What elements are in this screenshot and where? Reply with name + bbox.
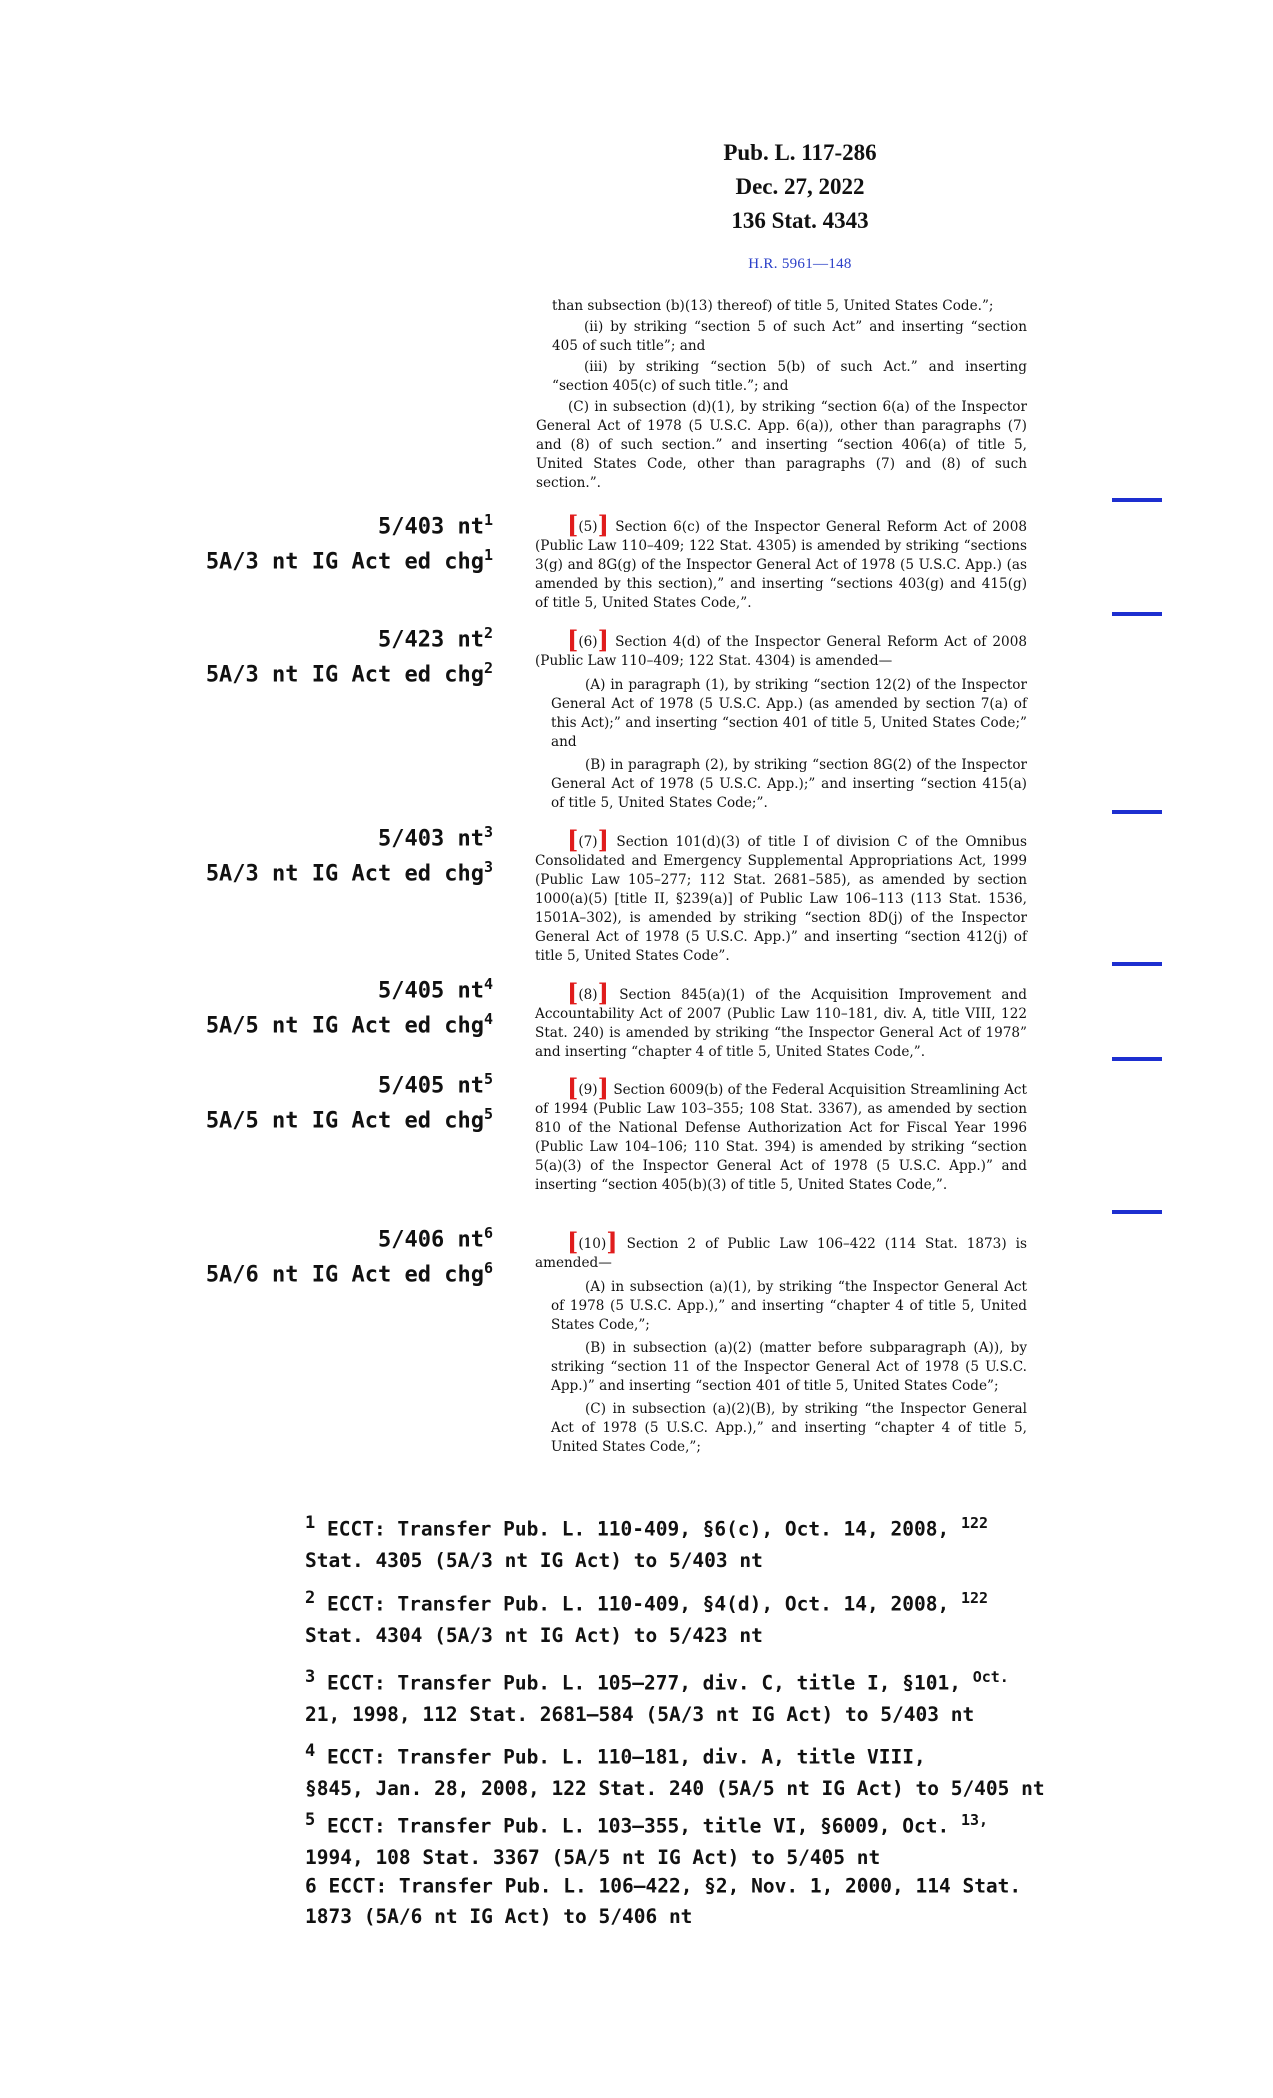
subparagraph-b: (B) in subsection (a)(2) (matter before subparagraph (A)), by striking “section 11 of the Inspector General Act of 1978 (5 U.S.C. App.)” and inserting “section 401 of title 5, United States Code”; <box>551 1340 1027 1394</box>
clause-ii: (ii) by striking “section 5 of such Act” and inserting “section 405 of such title”; and <box>552 319 1027 354</box>
change-bar-marker <box>1112 810 1162 814</box>
subparagraph-c: (C) in subsection (a)(2)(B), by striking “the Inspector General Act of 1978 (5 U.S.C. App.),” and inserting “chapter 4 of title 5, United States Code,”; <box>551 1401 1027 1455</box>
footnote: 6 ECCT: Transfer Pub. L. 106–422, §2, Nov. 1, 2000, 114 Stat. 1873 (5A/6 nt IG Act) to 5/406 nt <box>305 1874 1022 1928</box>
section-number: (8) <box>578 987 598 1003</box>
red-bracket-icon: [ <box>567 510 579 539</box>
subparagraph-a: (A) in subsection (a)(1), by striking “the Inspector General Act of 1978 (5 U.S.C. App.),” and inserting “chapter 4 of title 5, United States Code,”; <box>551 1279 1027 1333</box>
section-6 <box>535 625 1027 813</box>
margin-note: 5/423 $nt^2$ 5A/3 nt IG Act ed chg$^2$ <box>205 624 493 688</box>
red-bracket-icon: ] <box>606 1227 618 1256</box>
section-5 <box>535 510 1027 613</box>
section-text: Section 6(c) of the Inspector General Reform Act of 2008 (Public Law 110–409; 122 Stat. 4305) is amended by striking “sections 3(g) and 8G(g) of the Inspector General Act of 1978 (5 U.S.C. App.) (as amended by this section),” and inserting “sections 403(g) and 415(g) of title 5, United States Code,”. <box>535 519 1027 611</box>
red-bracket-icon: ] <box>597 978 609 1007</box>
statute-citation: 136 Stat. 4343 <box>731 208 869 233</box>
red-bracket-icon: [ <box>567 1227 579 1256</box>
change-bar-marker <box>1112 962 1162 966</box>
section-10 <box>535 1227 1027 1457</box>
footnotes <box>305 1508 1065 1938</box>
footnote: 1 ECCT: Transfer Pub. L. 110-409, §6(c), Oct. 14, 2008, $^{122}$ Stat. 4305 (5A/3 nt IG Act) to 5/403 nt <box>305 1512 989 1572</box>
red-bracket-icon: [ <box>567 978 579 1007</box>
change-bar-marker <box>1112 1210 1162 1214</box>
footnote: 3 ECCT: Transfer Pub. L. 105–277, div. C, title I, §101, $^{Oct.}$ 21, 1998, 112 Stat. 2681–584 (5A/3 nt IG Act) to 5/403 nt <box>305 1666 1009 1726</box>
footnote: 2 ECCT: Transfer Pub. L. 110-409, §4(d), Oct. 14, 2008, $^{122}$ Stat. 4304 (5A/3 nt IG Act) to 5/423 nt <box>305 1587 989 1647</box>
red-bracket-icon: ] <box>597 510 609 539</box>
red-bracket-icon: ] <box>597 625 609 654</box>
margin-note: 5/406 $nt^6$ 5A/6 nt IG Act ed chg$^6$ <box>205 1224 493 1288</box>
margin-note: 5/405 $nt^4$ 5A/5 nt IG Act ed chg$^4$ <box>205 975 493 1039</box>
subparagraph-a: (A) in paragraph (1), by striking “section 12(2) of the Inspector General Act of 1978 (5 U.S.C. App.) (as amended by section 7(a) of this Act);” and inserting “section 401 of title 5, United States Code;” and <box>551 677 1027 750</box>
section-number: (10) <box>578 1236 607 1252</box>
law-date: Dec. 27, 2022 <box>735 174 865 199</box>
footnote: 5 ECCT: Transfer Pub. L. 103–355, title VI, §6009, Oct. $^{13,}$ 1994, 108 Stat. 3367 (5A/5 nt IG Act) to 5/405 nt <box>305 1809 989 1869</box>
margin-note: 5/403 $nt^3$ 5A/3 nt IG Act ed chg$^3$ <box>205 823 493 887</box>
red-bracket-icon: [ <box>567 625 579 654</box>
section-number: (7) <box>578 834 598 850</box>
section-7 <box>535 825 1027 966</box>
clause-iii: (iii) by striking “section 5(b) of such Act.” and inserting “section 405(c) of such title.”; and <box>552 359 1027 394</box>
public-law-number: Pub. L. 117-286 <box>723 140 877 165</box>
margin-note: 5/403 $nt^1$ 5A/3 nt IG Act ed chg$^1$ <box>205 511 493 575</box>
paragraph-continuation: than subsection (b)(13) thereof) of title 5, United States Code.”; <box>552 298 994 314</box>
bill-reference-link[interactable]: H.R. 5961—148 <box>748 256 852 272</box>
subparagraph-c: (C) in subsection (d)(1), by striking “section 6(a) of the Inspector General Act of 1978 (5 U.S.C. App. 6(a)), other than paragraphs (7) and (8) of such section.” and inserting “section 406(a) of title 5, United States Code, other than paragraphs (7) and (8) of such section.”. <box>536 399 1027 491</box>
section-text: Section 101(d)(3) of title I of division C of the Omnibus Consolidated and Emergency Supplemental Appropriations Act, 1999 (Public Law 105–277; 112 Stat. 2681–585), as amended by section 1000(a)(5) [title II, §239(a)] of Public Law 106–113 (113 Stat. 1536, 1501A–302), is amended by striking “section 8D(j) of the Inspector General Act of 1978 (5 U.S.C. App.)” and inserting “section 412(j) of title 5, United States Code”. <box>535 834 1027 964</box>
section-text: Section 845(a)(1) of the Acquisition Improvement and Accountability Act of 2007 (Public Law 110–181, div. A, title VIII, 122 Stat. 240) is amended by striking “the Inspector General Act of 1978” and inserting “chapter 4 of title 5, United States Code,”. <box>535 987 1027 1060</box>
change-bar-marker <box>1112 1057 1162 1061</box>
change-bar-marker <box>1112 498 1162 502</box>
section-8 <box>535 978 1027 1062</box>
section-number: (5) <box>578 519 598 535</box>
margin-note: 5/405 $nt^5$ 5A/5 nt IG Act ed chg$^5$ <box>205 1070 493 1134</box>
red-bracket-icon: [ <box>567 1073 579 1102</box>
footnote: 4 ECCT: Transfer Pub. L. 110–181, div. A, title VIII, §845, Jan. 28, 2008, 122 Stat. 240 (5A/5 nt IG Act) to 5/405 nt <box>305 1740 1045 1800</box>
page-header <box>650 136 950 238</box>
section-text: Section 2 of Public Law 106–422 (114 Stat. 1873) is amended— <box>535 1236 1027 1271</box>
change-bar-marker <box>1112 612 1162 616</box>
section-text: Section 4(d) of the Inspector General Reform Act of 2008 (Public Law 110–409; 122 Stat. 4304) is amended— <box>535 634 1027 669</box>
text-block-top <box>536 297 1027 493</box>
red-bracket-icon: ] <box>597 825 609 854</box>
section-text: Section 6009(b) of the Federal Acquisition Streamlining Act of 1994 (Public Law 103–355; 108 Stat. 3367), as amended by section 810 of the National Defense Authorization Act for Fiscal Year 1996 (Public Law 104–106; 110 Stat. 394) is amended by striking “section 5(a)(3) of the Inspector General Act of 1978 (5 U.S.C. App.)” and inserting “section 405(b)(3) of title 5, United States Code,”. <box>535 1082 1027 1193</box>
red-bracket-icon: [ <box>567 825 579 854</box>
section-9 <box>535 1073 1027 1195</box>
red-bracket-icon: ] <box>597 1073 609 1102</box>
subparagraph-b: (B) in paragraph (2), by striking “section 8G(2) of the Inspector General Act of 1978 (5 U.S.C. App.);” and inserting “section 415(a) of title 5, United States Code;”. <box>551 757 1027 811</box>
section-number: (6) <box>578 634 598 650</box>
section-number: (9) <box>578 1082 598 1098</box>
